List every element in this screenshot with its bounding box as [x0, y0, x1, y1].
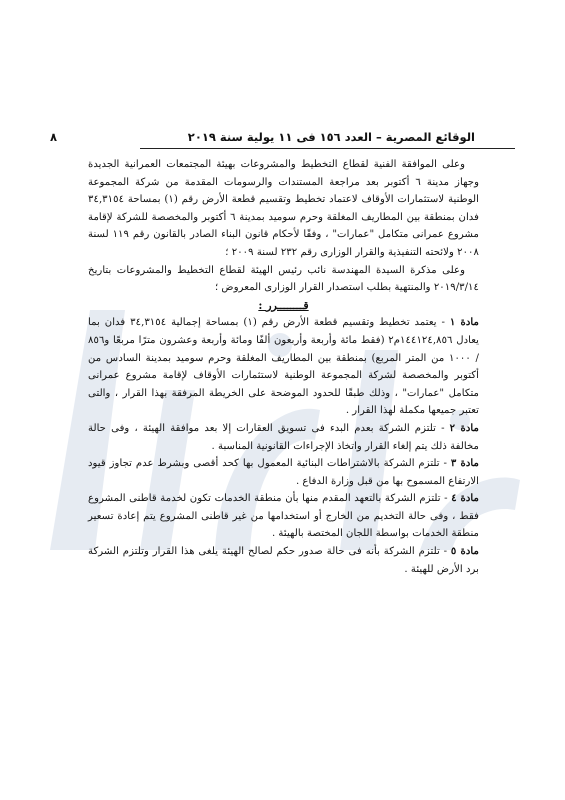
- article-label: مادة ٥: [450, 545, 479, 558]
- preamble-paragraph: وعلى الموافقة الفنية لقطاع التخطيط والمشروعات بهيئة المجتمعات العمرانية الجديدة وجهاز مدينة ٦ أكتوبر بعد مراجعة المستندات والرسومات المقدمة من شركة المجموعة الوطنية لاستثمارات الأوقاف لاعتماد تخطيط وتقسيم قطعة الأرض رقم (١) بمساحة ٣٤,٣١٥٤ فدان بمنطقة بين المطاريف المغلقة وحرم سوميد بمدينة ٦ أكتوبر والمخصصة للشركة لإقامة مشروع عمرانى متكامل "عمارات" ، وفقًا لأحكام قانون البناء الصادر بالقانون رقم ١١٩ لسنة ٢٠٠٨ ولائحته التنفيذية والقرار الوزارى رقم ٢٣٢ لسنة ٢٠٠٩ ؛: [88, 159, 480, 258]
- preamble-paragraph: وعلى مذكرة السيدة المهندسة نائب رئيس الهيئة لقطاع التخطيط والمشروعات بتاريخ ٢٠١٩/٣/١٤ والمنتهية بطلب استصدار القرار الوزارى المعروض ؛: [88, 264, 479, 294]
- gazette-title: الوقائع المصرية – العدد ١٥٦ فى ١١ يولية سنة ٢٠١٩: [187, 130, 475, 144]
- page-header: [50, 128, 515, 146]
- article-label: مادة ٣: [450, 457, 479, 470]
- header-rule: [140, 148, 515, 149]
- article-text: - يعتمد تخطيط وتقسيم قطعة الأرض رقم (١) بمساحة إجمالية ٣٤,٣١٥٤ فدان بما يعادل ١٤٤١٢٤,٨٥٦م٢ (فقط مائة وأربعة وأربعون ألفًا ومائة وأربعة وعشرون مترًا مربعًا و٨٥٦ / ١٠٠٠ من المتر المربع) بمنطقة بين المطاريف المغلقة وحرم سوميد بمدينة السادس من أكتوبر والمخصصة لشركة المجموعة الوطنية لاستثمارات الأوقاف لإقامة مشروع عمرانى متكامل "عمارات" ، وذلك طبقًا للحدود الموضحة على الخريطة المرفقة بهذا القرار ، والتى تعتبر جميعها مكملة لهذا القرار .: [88, 317, 479, 417]
- article-text: - تلتزم الشركة بأنه فى حالة صدور حكم لصالح الهيئة يلغى هذا القرار وتلتزم الشركة برد الأرض للهيئة .: [88, 546, 479, 575]
- article-label: مادة ١: [449, 316, 479, 329]
- article-text: - تلتزم الشركة بعدم البدء فى تسويق العقارات إلا بعد موافقة الهيئة ، وفى حالة مخالفة ذلك يتم إلغاء القرار واتخاذ الإجراءات القانونية المناسبة .: [88, 422, 479, 452]
- article-text: - تلتزم الشركة بالاشتراطات البنائية المعمول بها كحد أقصى وبشرط عدم تجاوز قيود الارتفاع المسموح بها من قبل وزارة الدفاع .: [88, 458, 479, 487]
- decision-heading: قــــــــرر :: [258, 298, 309, 312]
- article-2: [88, 420, 479, 455]
- document-body: [88, 156, 479, 578]
- article-5: [88, 543, 479, 578]
- article-3: [88, 455, 479, 490]
- article-label: مادة ٤: [451, 492, 479, 505]
- article-4: [88, 490, 479, 543]
- article-text: - تلتزم الشركة بالتعهد المقدم منها بأن منطقة الخدمات تكون لخدمة قاطنى المشروع فقط ، وفى حالة التخديم من الخارج أو استخدامها من غير قاطنى المشروع يتم إعادة تسعير منطقة الخدمات بواسطة اللجان المختصة بالهيئة .: [88, 493, 479, 540]
- article-label: مادة ٢: [449, 421, 479, 434]
- article-1: [88, 314, 479, 420]
- page-number: ٨: [50, 130, 58, 144]
